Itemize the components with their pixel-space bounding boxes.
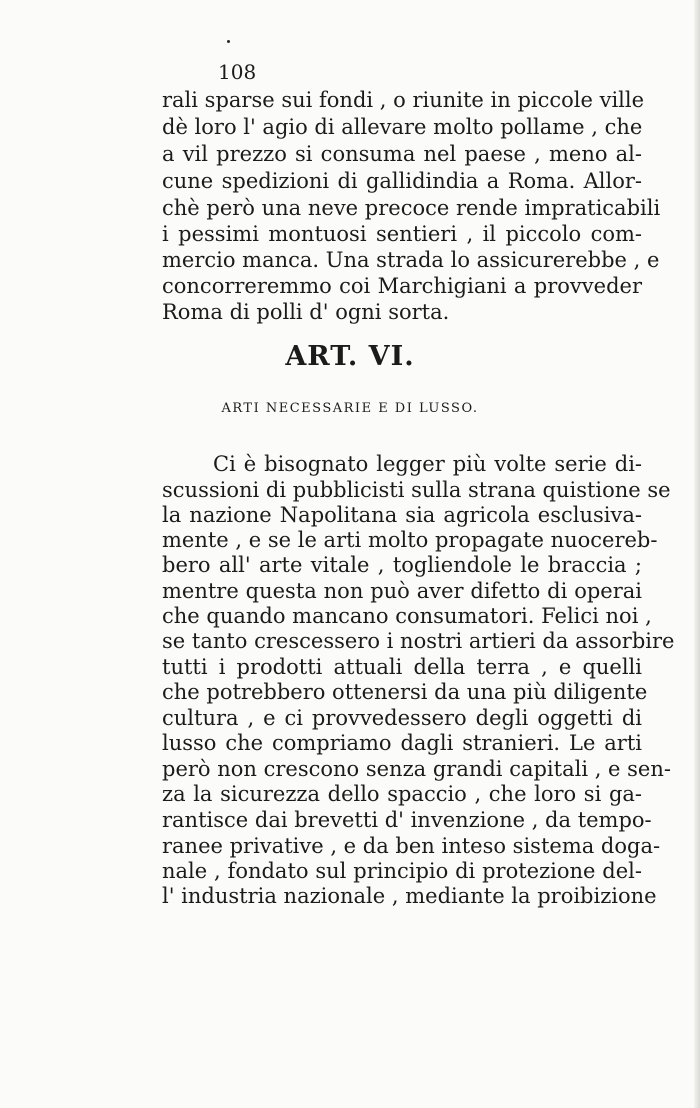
page-edge <box>694 0 700 1108</box>
text-line: mentre questa non può aver difetto di operai <box>162 579 642 603</box>
text-line: chè però una neve precoce rende impraticabili <box>162 196 661 220</box>
text-line: za la sicurezza dello spaccio , che loro si ga- <box>162 782 642 806</box>
page-number: 108 <box>218 60 257 84</box>
text-line: ranee privative , e da ben inteso sistema doga- <box>162 834 661 858</box>
text-line: scussioni di pubblicisti sulla strana quistione se <box>162 478 671 502</box>
section-heading: ART. VI. <box>285 341 415 372</box>
text-line: però non crescono senza grandi capitali , e sen- <box>162 757 671 781</box>
text-line: la nazione Napolitana sia agricola esclusiva- <box>162 503 642 527</box>
text-line: rantisce dai brevetti d' invenzione , da tempo- <box>162 808 652 832</box>
text-line: i pessimi montuosi sentieri , il piccolo com- <box>162 222 642 246</box>
ink-speck <box>227 40 230 43</box>
text-line: Roma di polli d' ogni sorta. <box>162 300 450 324</box>
text-line: l' industria nazionale , mediante la proibizione <box>162 884 657 908</box>
text-line: se tanto crescessero i nostri artieri da assorbire <box>162 629 675 653</box>
text-line: rali sparse sui fondi , o riunite in piccole ville <box>162 88 645 112</box>
text-line: che quando mancano consumatori. Felici noi , <box>162 604 652 628</box>
text-line: lusso che compriamo dagli stranieri. Le arti <box>162 731 642 755</box>
text-line: mercio manca. Una strada lo assicurerebbe , e <box>162 248 660 272</box>
text-line: cultura , e ci provvedessero degli oggetti di <box>162 706 642 730</box>
text-line: mente , e se le arti molto propagate nuocereb- <box>162 528 658 552</box>
text-line: dè loro l' agio di allevare molto pollame , che <box>162 115 643 139</box>
text-line: Ci è bisognato legger più volte serie di- <box>213 452 642 476</box>
text-line: che potrebbero ottenersi da una più diligente <box>162 680 648 704</box>
text-line: a vil prezzo si consuma nel paese , meno al- <box>162 142 642 166</box>
text-line: bero all' arte vitale , togliendole le braccia ; <box>162 553 642 577</box>
text-line: tutti i prodotti attuali della terra , e quelli <box>162 655 642 679</box>
text-line: concorreremmo coi Marchigiani a provveder <box>162 274 642 298</box>
text-line: cune spedizioni di gallidindia a Roma. Allor- <box>162 169 642 193</box>
section-subheading: ARTI NECESSARIE E DI LUSSO. <box>221 401 479 416</box>
text-line: nale , fondato sul principio di protezione del- <box>162 859 642 883</box>
